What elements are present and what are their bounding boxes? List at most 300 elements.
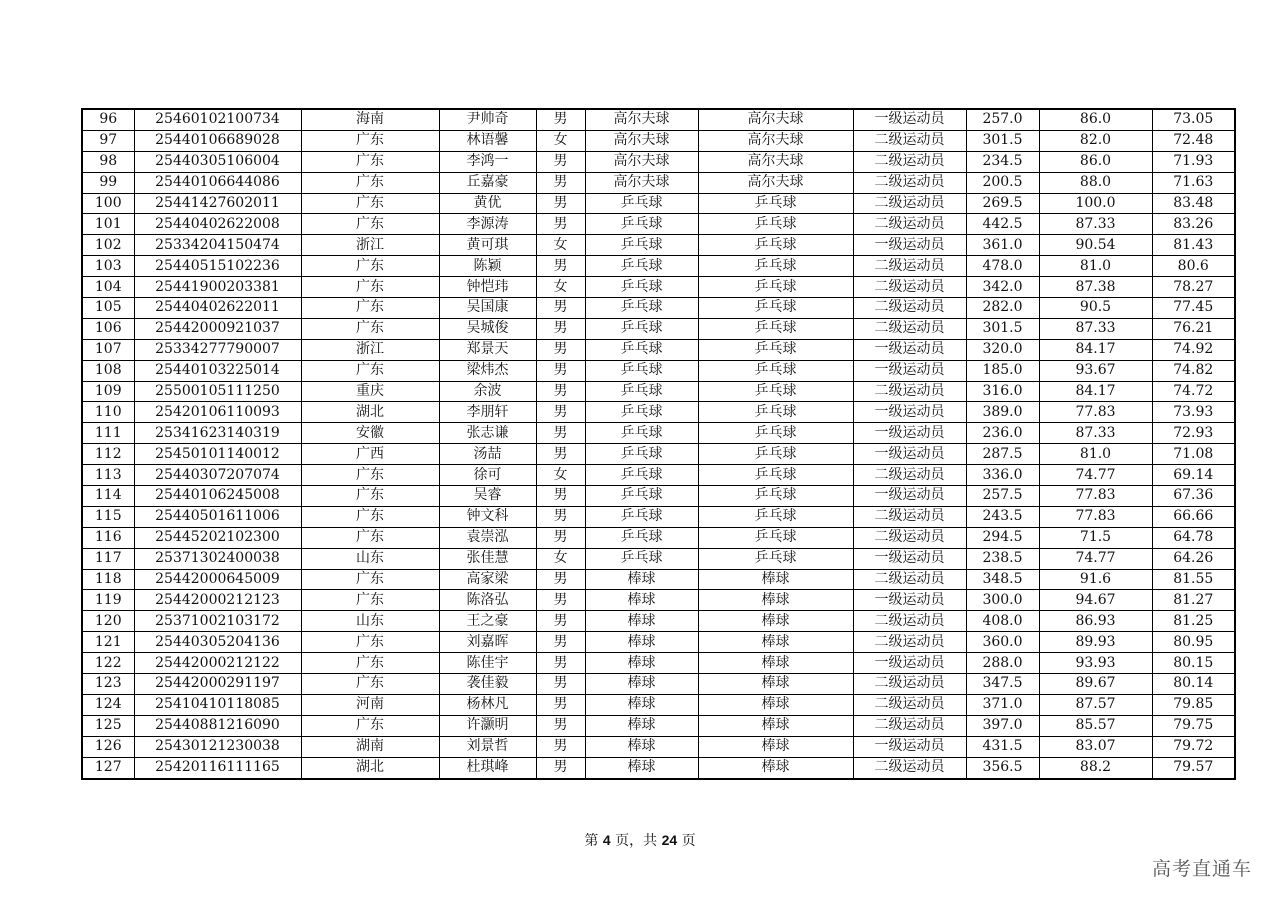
table-row (82, 109, 1235, 130)
cell-athlete-level: 二级运动员 (853, 298, 966, 319)
cell-student-name: 尹帅奇 (439, 109, 536, 130)
results-table (81, 108, 1236, 780)
cell-score-total: 361.0 (966, 235, 1039, 256)
cell-gender: 男 (536, 757, 585, 778)
cell-exam-id: 25440106245008 (134, 486, 301, 507)
cell-row-index: 108 (82, 360, 134, 381)
cell-sport-item: 乒乓球 (698, 339, 853, 360)
cell-student-name: 刘嘉晖 (439, 632, 536, 653)
cell-athlete-level: 二级运动员 (853, 193, 966, 214)
cell-row-index: 102 (82, 235, 134, 256)
cell-athlete-level: 二级运动员 (853, 318, 966, 339)
table-row (82, 715, 1235, 736)
cell-athlete-level: 一级运动员 (853, 444, 966, 465)
cell-sport-item: 棒球 (698, 569, 853, 590)
cell-sport-item: 棒球 (698, 653, 853, 674)
cell-row-index: 125 (82, 715, 134, 736)
cell-exam-id: 25440106689028 (134, 130, 301, 151)
cell-sport-item: 乒乓球 (698, 381, 853, 402)
cell-score-final: 80.15 (1152, 653, 1235, 674)
cell-sport: 棒球 (585, 569, 698, 590)
cell-province: 广东 (301, 318, 439, 339)
cell-row-index: 123 (82, 674, 134, 695)
cell-exam-id: 25440103225014 (134, 360, 301, 381)
cell-score-test: 87.57 (1039, 694, 1152, 715)
cell-score-final: 71.08 (1152, 444, 1235, 465)
cell-score-total: 234.5 (966, 151, 1039, 172)
cell-row-index: 121 (82, 632, 134, 653)
cell-row-index: 99 (82, 172, 134, 193)
cell-score-test: 88.2 (1039, 757, 1152, 778)
cell-row-index: 111 (82, 423, 134, 444)
cell-score-test: 87.33 (1039, 423, 1152, 444)
cell-sport: 乒乓球 (585, 277, 698, 298)
cell-province: 广东 (301, 214, 439, 235)
cell-student-name: 杜琪峰 (439, 757, 536, 778)
cell-province: 广西 (301, 444, 439, 465)
cell-score-final: 74.82 (1152, 360, 1235, 381)
cell-score-total: 348.5 (966, 569, 1039, 590)
cell-gender: 男 (536, 527, 585, 548)
cell-score-final: 64.26 (1152, 548, 1235, 569)
cell-gender: 男 (536, 736, 585, 757)
cell-athlete-level: 二级运动员 (853, 277, 966, 298)
cell-province: 广东 (301, 256, 439, 277)
cell-athlete-level: 二级运动员 (853, 130, 966, 151)
cell-score-total: 356.5 (966, 757, 1039, 778)
cell-sport: 乒乓球 (585, 402, 698, 423)
table-row (82, 193, 1235, 214)
cell-row-index: 105 (82, 298, 134, 319)
cell-score-final: 79.75 (1152, 715, 1235, 736)
cell-score-total: 185.0 (966, 360, 1039, 381)
cell-row-index: 100 (82, 193, 134, 214)
watermark-text: 高考直通车 (1151, 858, 1252, 880)
footer-prefix: 第 (584, 833, 603, 849)
cell-gender: 男 (536, 674, 585, 695)
cell-exam-id: 25442000921037 (134, 318, 301, 339)
cell-student-name: 黄优 (439, 193, 536, 214)
cell-score-total: 287.5 (966, 444, 1039, 465)
cell-student-name: 郑景天 (439, 339, 536, 360)
cell-athlete-level: 二级运动员 (853, 527, 966, 548)
cell-athlete-level: 二级运动员 (853, 151, 966, 172)
cell-athlete-level: 一级运动员 (853, 339, 966, 360)
cell-athlete-level: 一级运动员 (853, 590, 966, 611)
cell-athlete-level: 一级运动员 (853, 402, 966, 423)
cell-student-name: 王之豪 (439, 611, 536, 632)
cell-student-name: 徐可 (439, 465, 536, 486)
cell-exam-id: 25440402622008 (134, 214, 301, 235)
cell-score-final: 76.21 (1152, 318, 1235, 339)
cell-row-index: 124 (82, 694, 134, 715)
cell-athlete-level: 一级运动员 (853, 109, 966, 130)
cell-student-name: 陈佳宇 (439, 653, 536, 674)
cell-student-name: 余波 (439, 381, 536, 402)
table-row (82, 235, 1235, 256)
cell-score-test: 77.83 (1039, 506, 1152, 527)
cell-gender: 女 (536, 235, 585, 256)
cell-gender: 男 (536, 632, 585, 653)
cell-student-name: 李源涛 (439, 214, 536, 235)
cell-score-final: 79.72 (1152, 736, 1235, 757)
cell-student-name: 梁炜杰 (439, 360, 536, 381)
cell-student-name: 刘景哲 (439, 736, 536, 757)
cell-sport: 棒球 (585, 611, 698, 632)
cell-exam-id: 25440402622011 (134, 298, 301, 319)
cell-exam-id: 25440307207074 (134, 465, 301, 486)
cell-sport-item: 乒乓球 (698, 402, 853, 423)
cell-gender: 男 (536, 486, 585, 507)
cell-province: 广东 (301, 360, 439, 381)
table-row (82, 590, 1235, 611)
cell-gender: 男 (536, 318, 585, 339)
cell-athlete-level: 二级运动员 (853, 256, 966, 277)
footer-suffix: 页 (677, 833, 696, 849)
cell-sport: 乒乓球 (585, 381, 698, 402)
cell-score-total: 288.0 (966, 653, 1039, 674)
cell-exam-id: 25442000212123 (134, 590, 301, 611)
cell-score-final: 79.85 (1152, 694, 1235, 715)
cell-score-test: 85.57 (1039, 715, 1152, 736)
cell-score-final: 74.72 (1152, 381, 1235, 402)
cell-province: 湖北 (301, 402, 439, 423)
cell-student-name: 陈洛弘 (439, 590, 536, 611)
cell-sport-item: 棒球 (698, 736, 853, 757)
cell-sport: 乒乓球 (585, 298, 698, 319)
cell-province: 广东 (301, 506, 439, 527)
cell-row-index: 116 (82, 527, 134, 548)
cell-score-total: 389.0 (966, 402, 1039, 423)
cell-province: 浙江 (301, 235, 439, 256)
cell-row-index: 126 (82, 736, 134, 757)
cell-score-total: 347.5 (966, 674, 1039, 695)
table-row (82, 444, 1235, 465)
cell-sport-item: 棒球 (698, 611, 853, 632)
cell-score-final: 80.6 (1152, 256, 1235, 277)
cell-score-total: 294.5 (966, 527, 1039, 548)
cell-sport-item: 乒乓球 (698, 193, 853, 214)
cell-sport-item: 棒球 (698, 715, 853, 736)
cell-score-final: 79.57 (1152, 757, 1235, 778)
cell-athlete-level: 一级运动员 (853, 360, 966, 381)
table-row (82, 653, 1235, 674)
cell-row-index: 120 (82, 611, 134, 632)
cell-score-final: 81.55 (1152, 569, 1235, 590)
cell-score-test: 84.17 (1039, 339, 1152, 360)
cell-score-final: 80.95 (1152, 632, 1235, 653)
cell-gender: 男 (536, 506, 585, 527)
cell-score-final: 71.63 (1152, 172, 1235, 193)
cell-score-total: 200.5 (966, 172, 1039, 193)
cell-sport: 棒球 (585, 653, 698, 674)
cell-score-final: 64.78 (1152, 527, 1235, 548)
cell-gender: 女 (536, 548, 585, 569)
cell-exam-id: 25371002103172 (134, 611, 301, 632)
cell-exam-id: 25440515102236 (134, 256, 301, 277)
cell-province: 山东 (301, 611, 439, 632)
cell-score-final: 69.14 (1152, 465, 1235, 486)
cell-row-index: 112 (82, 444, 134, 465)
cell-row-index: 119 (82, 590, 134, 611)
cell-sport-item: 棒球 (698, 694, 853, 715)
cell-score-total: 269.5 (966, 193, 1039, 214)
cell-score-test: 86.0 (1039, 109, 1152, 130)
cell-gender: 男 (536, 214, 585, 235)
cell-score-test: 93.93 (1039, 653, 1152, 674)
cell-province: 广东 (301, 277, 439, 298)
cell-athlete-level: 二级运动员 (853, 632, 966, 653)
cell-score-final: 81.43 (1152, 235, 1235, 256)
cell-student-name: 李鸿一 (439, 151, 536, 172)
cell-province: 浙江 (301, 339, 439, 360)
cell-sport-item: 乒乓球 (698, 465, 853, 486)
cell-student-name: 许灏明 (439, 715, 536, 736)
cell-province: 广东 (301, 465, 439, 486)
cell-sport: 高尔夫球 (585, 130, 698, 151)
cell-sport-item: 乒乓球 (698, 277, 853, 298)
cell-gender: 男 (536, 339, 585, 360)
cell-gender: 男 (536, 172, 585, 193)
cell-province: 河南 (301, 694, 439, 715)
cell-sport: 乒乓球 (585, 423, 698, 444)
table-row (82, 611, 1235, 632)
cell-score-test: 74.77 (1039, 548, 1152, 569)
cell-score-final: 80.14 (1152, 674, 1235, 695)
cell-athlete-level: 二级运动员 (853, 465, 966, 486)
cell-athlete-level: 一级运动员 (853, 486, 966, 507)
cell-score-total: 478.0 (966, 256, 1039, 277)
footer-total-pages: 24 (661, 832, 678, 848)
table-row (82, 506, 1235, 527)
cell-exam-id: 25442000291197 (134, 674, 301, 695)
cell-score-final: 72.48 (1152, 130, 1235, 151)
cell-row-index: 104 (82, 277, 134, 298)
cell-score-test: 82.0 (1039, 130, 1152, 151)
cell-sport: 乒乓球 (585, 193, 698, 214)
cell-province: 广东 (301, 527, 439, 548)
cell-student-name: 陈颖 (439, 256, 536, 277)
cell-athlete-level: 一级运动员 (853, 736, 966, 757)
cell-province: 广东 (301, 653, 439, 674)
cell-exam-id: 25334277790007 (134, 339, 301, 360)
cell-score-total: 243.5 (966, 506, 1039, 527)
cell-exam-id: 25500105111250 (134, 381, 301, 402)
cell-sport: 乒乓球 (585, 548, 698, 569)
cell-exam-id: 25430121230038 (134, 736, 301, 757)
cell-row-index: 117 (82, 548, 134, 569)
footer-page-number: 4 (602, 832, 611, 848)
cell-score-final: 77.45 (1152, 298, 1235, 319)
cell-gender: 女 (536, 465, 585, 486)
cell-exam-id: 25410410118085 (134, 694, 301, 715)
cell-athlete-level: 二级运动员 (853, 381, 966, 402)
cell-sport-item: 乒乓球 (698, 527, 853, 548)
cell-score-total: 301.5 (966, 318, 1039, 339)
table-row (82, 486, 1235, 507)
cell-gender: 男 (536, 402, 585, 423)
table-row (82, 256, 1235, 277)
cell-sport: 乒乓球 (585, 444, 698, 465)
cell-sport-item: 乒乓球 (698, 506, 853, 527)
cell-row-index: 110 (82, 402, 134, 423)
cell-sport-item: 棒球 (698, 632, 853, 653)
cell-exam-id: 25442000645009 (134, 569, 301, 590)
cell-province: 广东 (301, 193, 439, 214)
cell-score-final: 73.93 (1152, 402, 1235, 423)
cell-score-total: 236.0 (966, 423, 1039, 444)
cell-score-total: 408.0 (966, 611, 1039, 632)
cell-sport-item: 棒球 (698, 674, 853, 695)
cell-gender: 男 (536, 193, 585, 214)
cell-sport: 棒球 (585, 694, 698, 715)
table-row (82, 214, 1235, 235)
cell-sport: 棒球 (585, 674, 698, 695)
cell-exam-id: 25440106644086 (134, 172, 301, 193)
cell-score-test: 71.5 (1039, 527, 1152, 548)
cell-sport: 乒乓球 (585, 360, 698, 381)
table-row (82, 402, 1235, 423)
cell-score-final: 73.05 (1152, 109, 1235, 130)
cell-row-index: 122 (82, 653, 134, 674)
cell-sport-item: 乒乓球 (698, 318, 853, 339)
table-row (82, 339, 1235, 360)
cell-province: 湖北 (301, 757, 439, 778)
cell-sport: 棒球 (585, 590, 698, 611)
cell-athlete-level: 二级运动员 (853, 569, 966, 590)
cell-sport: 棒球 (585, 715, 698, 736)
cell-score-test: 77.83 (1039, 486, 1152, 507)
cell-athlete-level: 二级运动员 (853, 611, 966, 632)
cell-sport: 乒乓球 (585, 506, 698, 527)
cell-gender: 男 (536, 256, 585, 277)
cell-province: 广东 (301, 632, 439, 653)
table-row (82, 172, 1235, 193)
cell-score-test: 94.67 (1039, 590, 1152, 611)
cell-score-test: 81.0 (1039, 256, 1152, 277)
cell-row-index: 106 (82, 318, 134, 339)
cell-athlete-level: 一级运动员 (853, 548, 966, 569)
cell-score-total: 257.5 (966, 486, 1039, 507)
cell-province: 广东 (301, 715, 439, 736)
cell-athlete-level: 二级运动员 (853, 694, 966, 715)
cell-row-index: 115 (82, 506, 134, 527)
cell-student-name: 张佳慧 (439, 548, 536, 569)
cell-exam-id: 25450101140012 (134, 444, 301, 465)
cell-row-index: 109 (82, 381, 134, 402)
cell-student-name: 袭佳毅 (439, 674, 536, 695)
cell-score-test: 90.5 (1039, 298, 1152, 319)
cell-student-name: 杨林凡 (439, 694, 536, 715)
cell-sport-item: 高尔夫球 (698, 151, 853, 172)
page-footer (0, 830, 1280, 850)
cell-exam-id: 25341623140319 (134, 423, 301, 444)
cell-gender: 男 (536, 298, 585, 319)
cell-gender: 男 (536, 590, 585, 611)
cell-gender: 女 (536, 130, 585, 151)
cell-score-total: 320.0 (966, 339, 1039, 360)
cell-score-final: 81.27 (1152, 590, 1235, 611)
cell-province: 山东 (301, 548, 439, 569)
cell-sport: 乒乓球 (585, 256, 698, 277)
cell-sport: 乒乓球 (585, 235, 698, 256)
cell-province: 重庆 (301, 381, 439, 402)
cell-score-test: 91.6 (1039, 569, 1152, 590)
cell-score-test: 88.0 (1039, 172, 1152, 193)
cell-sport-item: 乒乓球 (698, 444, 853, 465)
cell-gender: 男 (536, 715, 585, 736)
cell-province: 湖南 (301, 736, 439, 757)
cell-score-test: 87.38 (1039, 277, 1152, 298)
cell-sport-item: 乒乓球 (698, 235, 853, 256)
cell-gender: 男 (536, 151, 585, 172)
cell-score-total: 442.5 (966, 214, 1039, 235)
cell-sport-item: 棒球 (698, 757, 853, 778)
cell-sport: 棒球 (585, 757, 698, 778)
cell-score-final: 74.92 (1152, 339, 1235, 360)
cell-sport: 乒乓球 (585, 527, 698, 548)
table-row (82, 465, 1235, 486)
cell-sport-item: 乒乓球 (698, 360, 853, 381)
table-row (82, 318, 1235, 339)
cell-student-name: 钟恺玮 (439, 277, 536, 298)
table-row (82, 298, 1235, 319)
cell-score-test: 84.17 (1039, 381, 1152, 402)
cell-province: 广东 (301, 590, 439, 611)
cell-student-name: 钟文科 (439, 506, 536, 527)
cell-row-index: 97 (82, 130, 134, 151)
cell-student-name: 张志谦 (439, 423, 536, 444)
cell-province: 安徽 (301, 423, 439, 444)
cell-athlete-level: 二级运动员 (853, 674, 966, 695)
cell-score-final: 66.66 (1152, 506, 1235, 527)
cell-sport-item: 乒乓球 (698, 423, 853, 444)
cell-score-total: 300.0 (966, 590, 1039, 611)
cell-row-index: 113 (82, 465, 134, 486)
cell-exam-id: 25440305106004 (134, 151, 301, 172)
cell-student-name: 汤喆 (439, 444, 536, 465)
cell-province: 广东 (301, 151, 439, 172)
cell-student-name: 袁崇泓 (439, 527, 536, 548)
cell-province: 广东 (301, 486, 439, 507)
cell-score-total: 301.5 (966, 130, 1039, 151)
cell-province: 广东 (301, 172, 439, 193)
cell-score-total: 316.0 (966, 381, 1039, 402)
cell-sport-item: 棒球 (698, 590, 853, 611)
cell-score-test: 90.54 (1039, 235, 1152, 256)
cell-score-test: 87.33 (1039, 318, 1152, 339)
cell-exam-id: 25440305204136 (134, 632, 301, 653)
cell-gender: 男 (536, 360, 585, 381)
cell-sport-item: 乒乓球 (698, 486, 853, 507)
cell-exam-id: 25445202102300 (134, 527, 301, 548)
cell-gender: 男 (536, 381, 585, 402)
cell-row-index: 101 (82, 214, 134, 235)
cell-gender: 男 (536, 423, 585, 444)
cell-exam-id: 25334204150474 (134, 235, 301, 256)
cell-score-test: 77.83 (1039, 402, 1152, 423)
cell-score-total: 431.5 (966, 736, 1039, 757)
cell-gender: 男 (536, 611, 585, 632)
cell-sport: 乒乓球 (585, 486, 698, 507)
cell-score-test: 74.77 (1039, 465, 1152, 486)
cell-score-total: 360.0 (966, 632, 1039, 653)
cell-score-test: 81.0 (1039, 444, 1152, 465)
cell-score-final: 81.25 (1152, 611, 1235, 632)
cell-row-index: 103 (82, 256, 134, 277)
table-row (82, 757, 1235, 778)
footer-middle: 页，共 (610, 833, 662, 849)
